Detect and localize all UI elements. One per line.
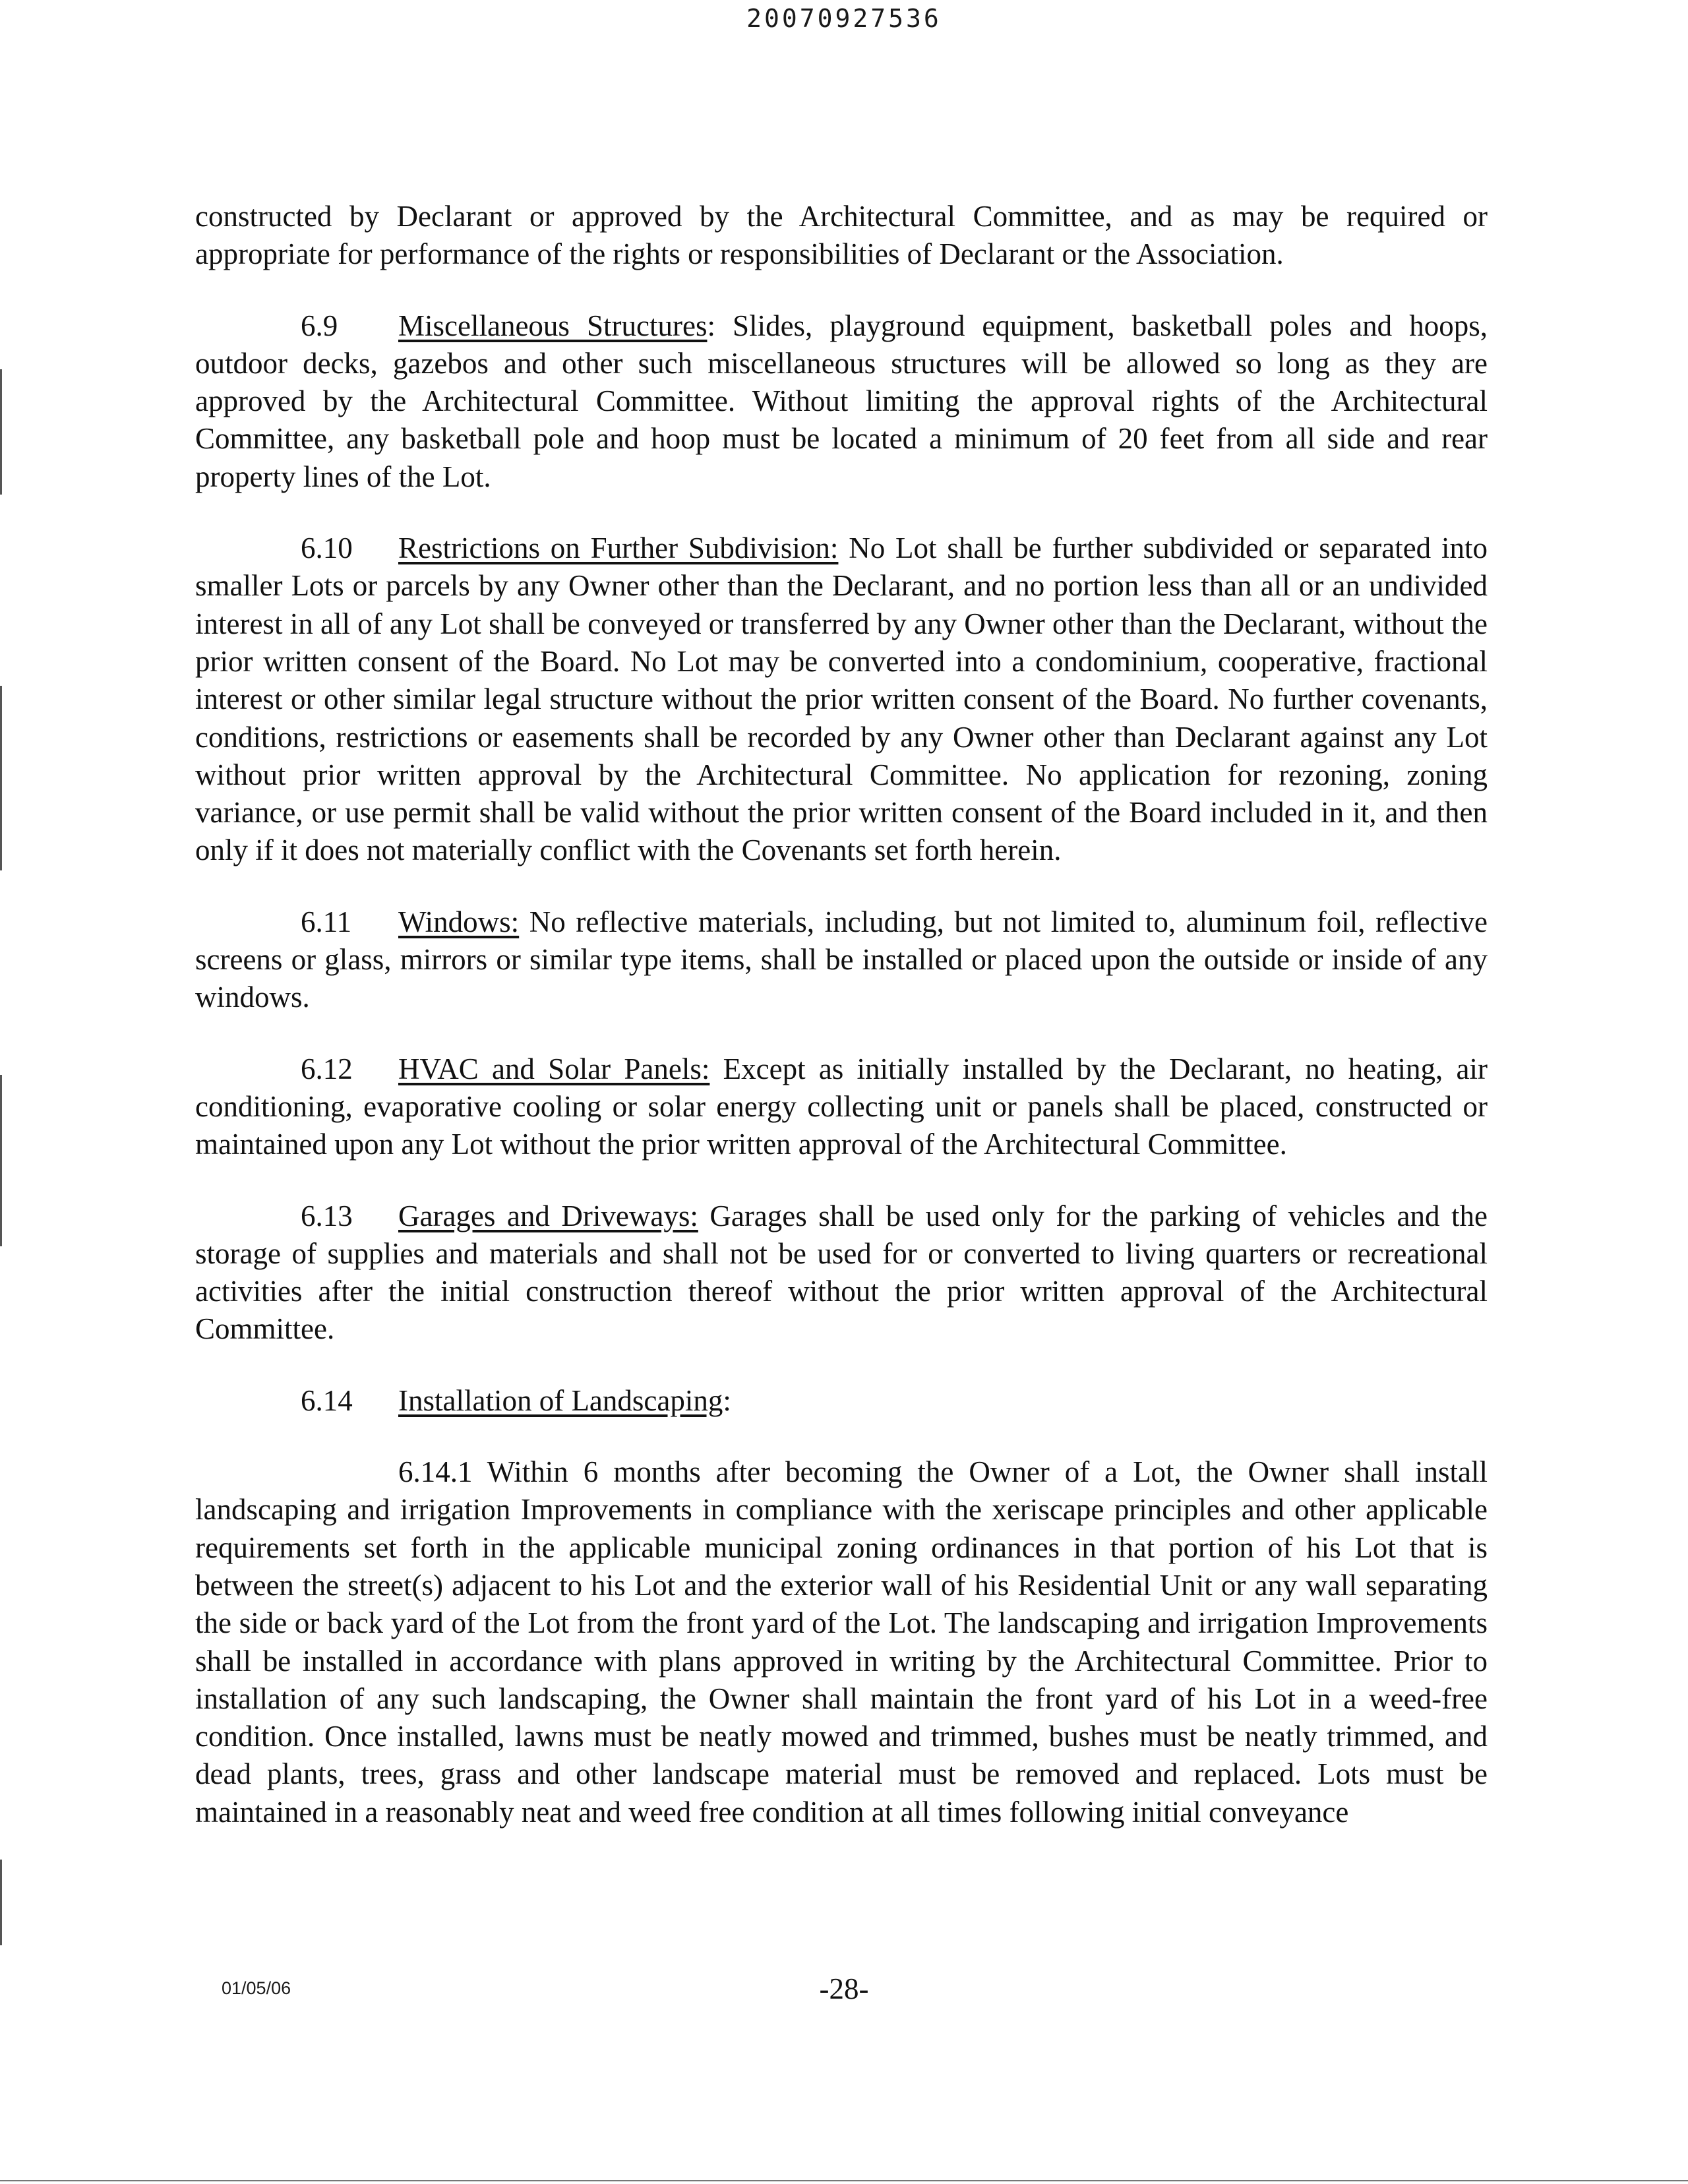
section-6-10 xyxy=(195,530,1488,870)
document-body xyxy=(195,198,1488,1831)
section-number: 6.14 xyxy=(301,1383,353,1417)
recording-number: 20070927536 xyxy=(746,4,942,33)
scan-left-mark xyxy=(0,686,2,870)
section-text: No reflective materials, including, but not limited to, aluminum foil, reflective screens or glass, mirrors or similar type items, shall be installed or placed upon the outside or inside of any windows. xyxy=(195,905,1488,1014)
section-title: Installation of Landscaping xyxy=(398,1383,723,1417)
section-text: Slides, playground equipment, basketball poles and hoops, outdoor decks, gazebos and other such miscellaneous structures will be allowed so long as they are approved by the Architectural Committee. Without limiting the approval rights of the Architectural Committee, any basketball pole and hoop must be located a minimum of 20 feet from all side and rear property lines of the Lot. xyxy=(195,309,1488,493)
section-title: Garages and Driveways: xyxy=(398,1199,698,1232)
section-number: 6.13 xyxy=(301,1199,353,1232)
section-text: Garages shall be used only for the parking of vehicles and the storage of supplies and materials and shall not be used for or converted to living quarters or recreational activities after the initial construction thereof without the prior written approval of the Architectural Committee. xyxy=(195,1199,1488,1346)
section-6-14 xyxy=(195,1382,1488,1420)
section-text: Within 6 months after becoming the Owner of a Lot, the Owner shall install landscaping and irrigation Improvements in compliance with the xeriscape principles and other applicable requirements set forth in the applicable municipal zoning ordinances in that portion of his Lot that is between the street(s) adjacent to his Lot and the exterior wall of his Residential Unit or any wall separating the side or back yard of the Lot from the front yard of the Lot. The landscaping and irrigation Improvements shall be installed in accordance with plans approved in writing by the Architectural Committee. Prior to installation of any such landscaping, the Owner shall maintain the front yard of his Lot in a weed-free condition. Once installed, lawns must be neatly mowed and trimmed, bushes must be neatly trimmed, and dead plants, trees, grass and other landscape material must be removed and replaced. Lots must be maintained in a reasonably neat and weed free condition at all times following initial conveyance xyxy=(195,1455,1488,1829)
section-number: 6.9 xyxy=(301,309,338,342)
section-number: 6.11 xyxy=(301,905,352,938)
section-6-9 xyxy=(195,307,1488,496)
section-text: No Lot shall be further subdivided or separated into smaller Lots or parcels by any Owner other than the Declarant, and no portion less than all or an undivided interest in all of any Lot shall be conveyed or transferred by any Owner other than the Declarant, without the prior written consent of the Board. No Lot may be converted into a condominium, cooperative, fractional interest or other similar legal structure without the prior written consent of the Board. No further covenants, conditions, restrictions or easements shall be recorded by any Owner other than Declarant against any Lot without prior written approval by the Architectural Committee. No application for rezoning, zoning variance, or use permit shall be valid without the prior written consent of the Board included in it, and then only if it does not materially conflict with the Covenants set forth herein. xyxy=(195,531,1488,867)
section-number: 6.12 xyxy=(301,1052,353,1085)
intro-paragraph: constructed by Declarant or approved by the Architectural Committee, and as may be required or appropriate for performance of the rights or responsibilities of Declarant or the Association. xyxy=(195,200,1488,271)
section-text: Except as initially installed by the Declarant, no heating, air conditioning, evaporative cooling or solar energy collecting unit or panels shall be placed, constructed or maintained upon any Lot without the prior written approval of the Architectural Committee. xyxy=(195,1052,1488,1161)
section-title: Miscellaneous Structures xyxy=(398,309,708,342)
section-6-11 xyxy=(195,903,1488,1017)
footer-date: 01/05/06 xyxy=(222,1978,291,1998)
section-6-13 xyxy=(195,1198,1488,1349)
section-title: Windows: xyxy=(398,905,520,938)
section-title-colon: : xyxy=(707,309,715,342)
scan-bottom-edge xyxy=(0,2180,1688,2181)
section-title: HVAC and Solar Panels: xyxy=(398,1052,710,1085)
subsection-number: 6.14.1 xyxy=(398,1455,473,1489)
section-title-colon: : xyxy=(723,1383,731,1417)
section-6-12 xyxy=(195,1050,1488,1164)
scan-left-mark xyxy=(0,1860,2,1945)
section-number: 6.10 xyxy=(301,531,353,565)
section-title: Restrictions on Further Subdivision: xyxy=(398,531,839,565)
scan-left-mark xyxy=(0,369,2,495)
page-number: -28- xyxy=(819,1972,869,2005)
scan-left-mark xyxy=(0,1075,2,1246)
section-6-14-1 xyxy=(195,1453,1488,1831)
